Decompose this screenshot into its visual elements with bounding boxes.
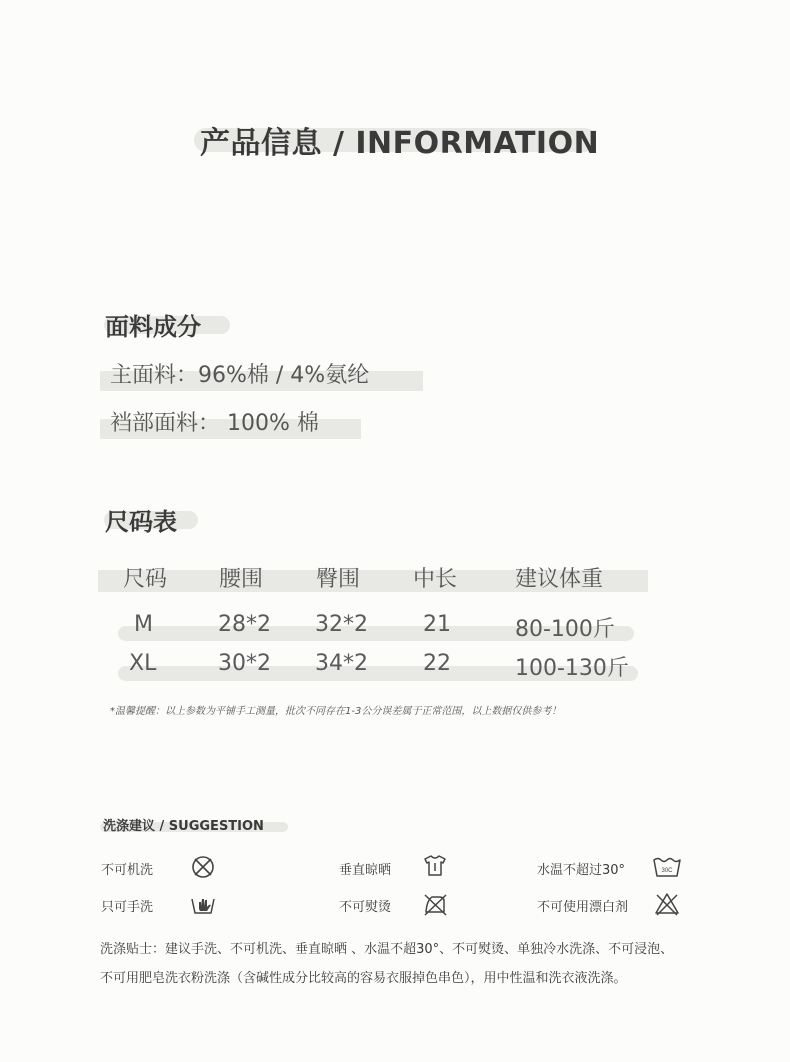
washing-tips-line-2: 不可用肥皂洗衣粉洗涤（含碱性成分比较高的容易衣服掉色串色），用中性温和洗衣液洗涤。 [100,971,627,986]
wash-30-icon [652,854,682,880]
care-label-wash-30: 水温不超过30° [537,863,626,878]
table-cell: M [134,612,153,637]
column-header-size: 尺码 [123,567,168,592]
size-note: *温馨提醒：以上参数为平铺手工测量，批次不同存在1-3公分误差属于正常范围，以上数据仅供参考！ [110,706,562,717]
table-cell: 28*2 [218,612,271,637]
fabric-cuff: 裆部面料： 100% 棉 [110,411,319,436]
no-bleach-icon [654,891,680,917]
wash-30-icon-text: 30C [661,868,673,874]
size-heading: 尺码表 [105,508,177,536]
table-cell: 30*2 [218,651,271,676]
fabric-heading: 面料成分 [105,313,201,341]
page-title: 产品信息 / INFORMATION [200,126,600,161]
column-header-length: 中长 [413,567,458,592]
care-label-hang-dry: 垂直晾晒 [339,863,392,878]
table-cell: 21 [423,612,451,637]
no-machine-wash-icon [190,854,216,880]
care-label-hand-wash: 只可手洗 [101,900,154,915]
fabric-main: 主面料：96%棉 / 4%氨纶 [110,363,370,388]
table-cell: 22 [423,651,451,676]
hand-wash-icon [190,891,216,917]
column-header-weight: 建议体重 [515,567,604,592]
care-label-no-machine-wash: 不可机洗 [101,863,154,878]
table-cell: 80-100斤 [515,617,615,642]
no-iron-icon [422,891,448,917]
table-cell: 32*2 [315,612,368,637]
table-cell: XL [129,651,157,676]
hang-dry-icon [422,852,448,878]
table-cell: 34*2 [315,651,368,676]
care-label-no-iron: 不可熨烫 [339,900,392,915]
suggestion-heading: 洗涤建议 / SUGGESTION [103,819,264,834]
table-cell: 100-130斤 [515,656,629,681]
washing-tips-line-1: 洗涤贴士：建议手洗、不可机洗、垂直晾晒 、水温不超30°、不可熨烫、单独冷水洗涤、不可浸泡、 [100,942,674,957]
column-header-hip: 臀围 [316,567,361,592]
column-header-waist: 腰围 [219,567,264,592]
care-label-no-bleach: 不可使用漂白剂 [537,900,629,915]
